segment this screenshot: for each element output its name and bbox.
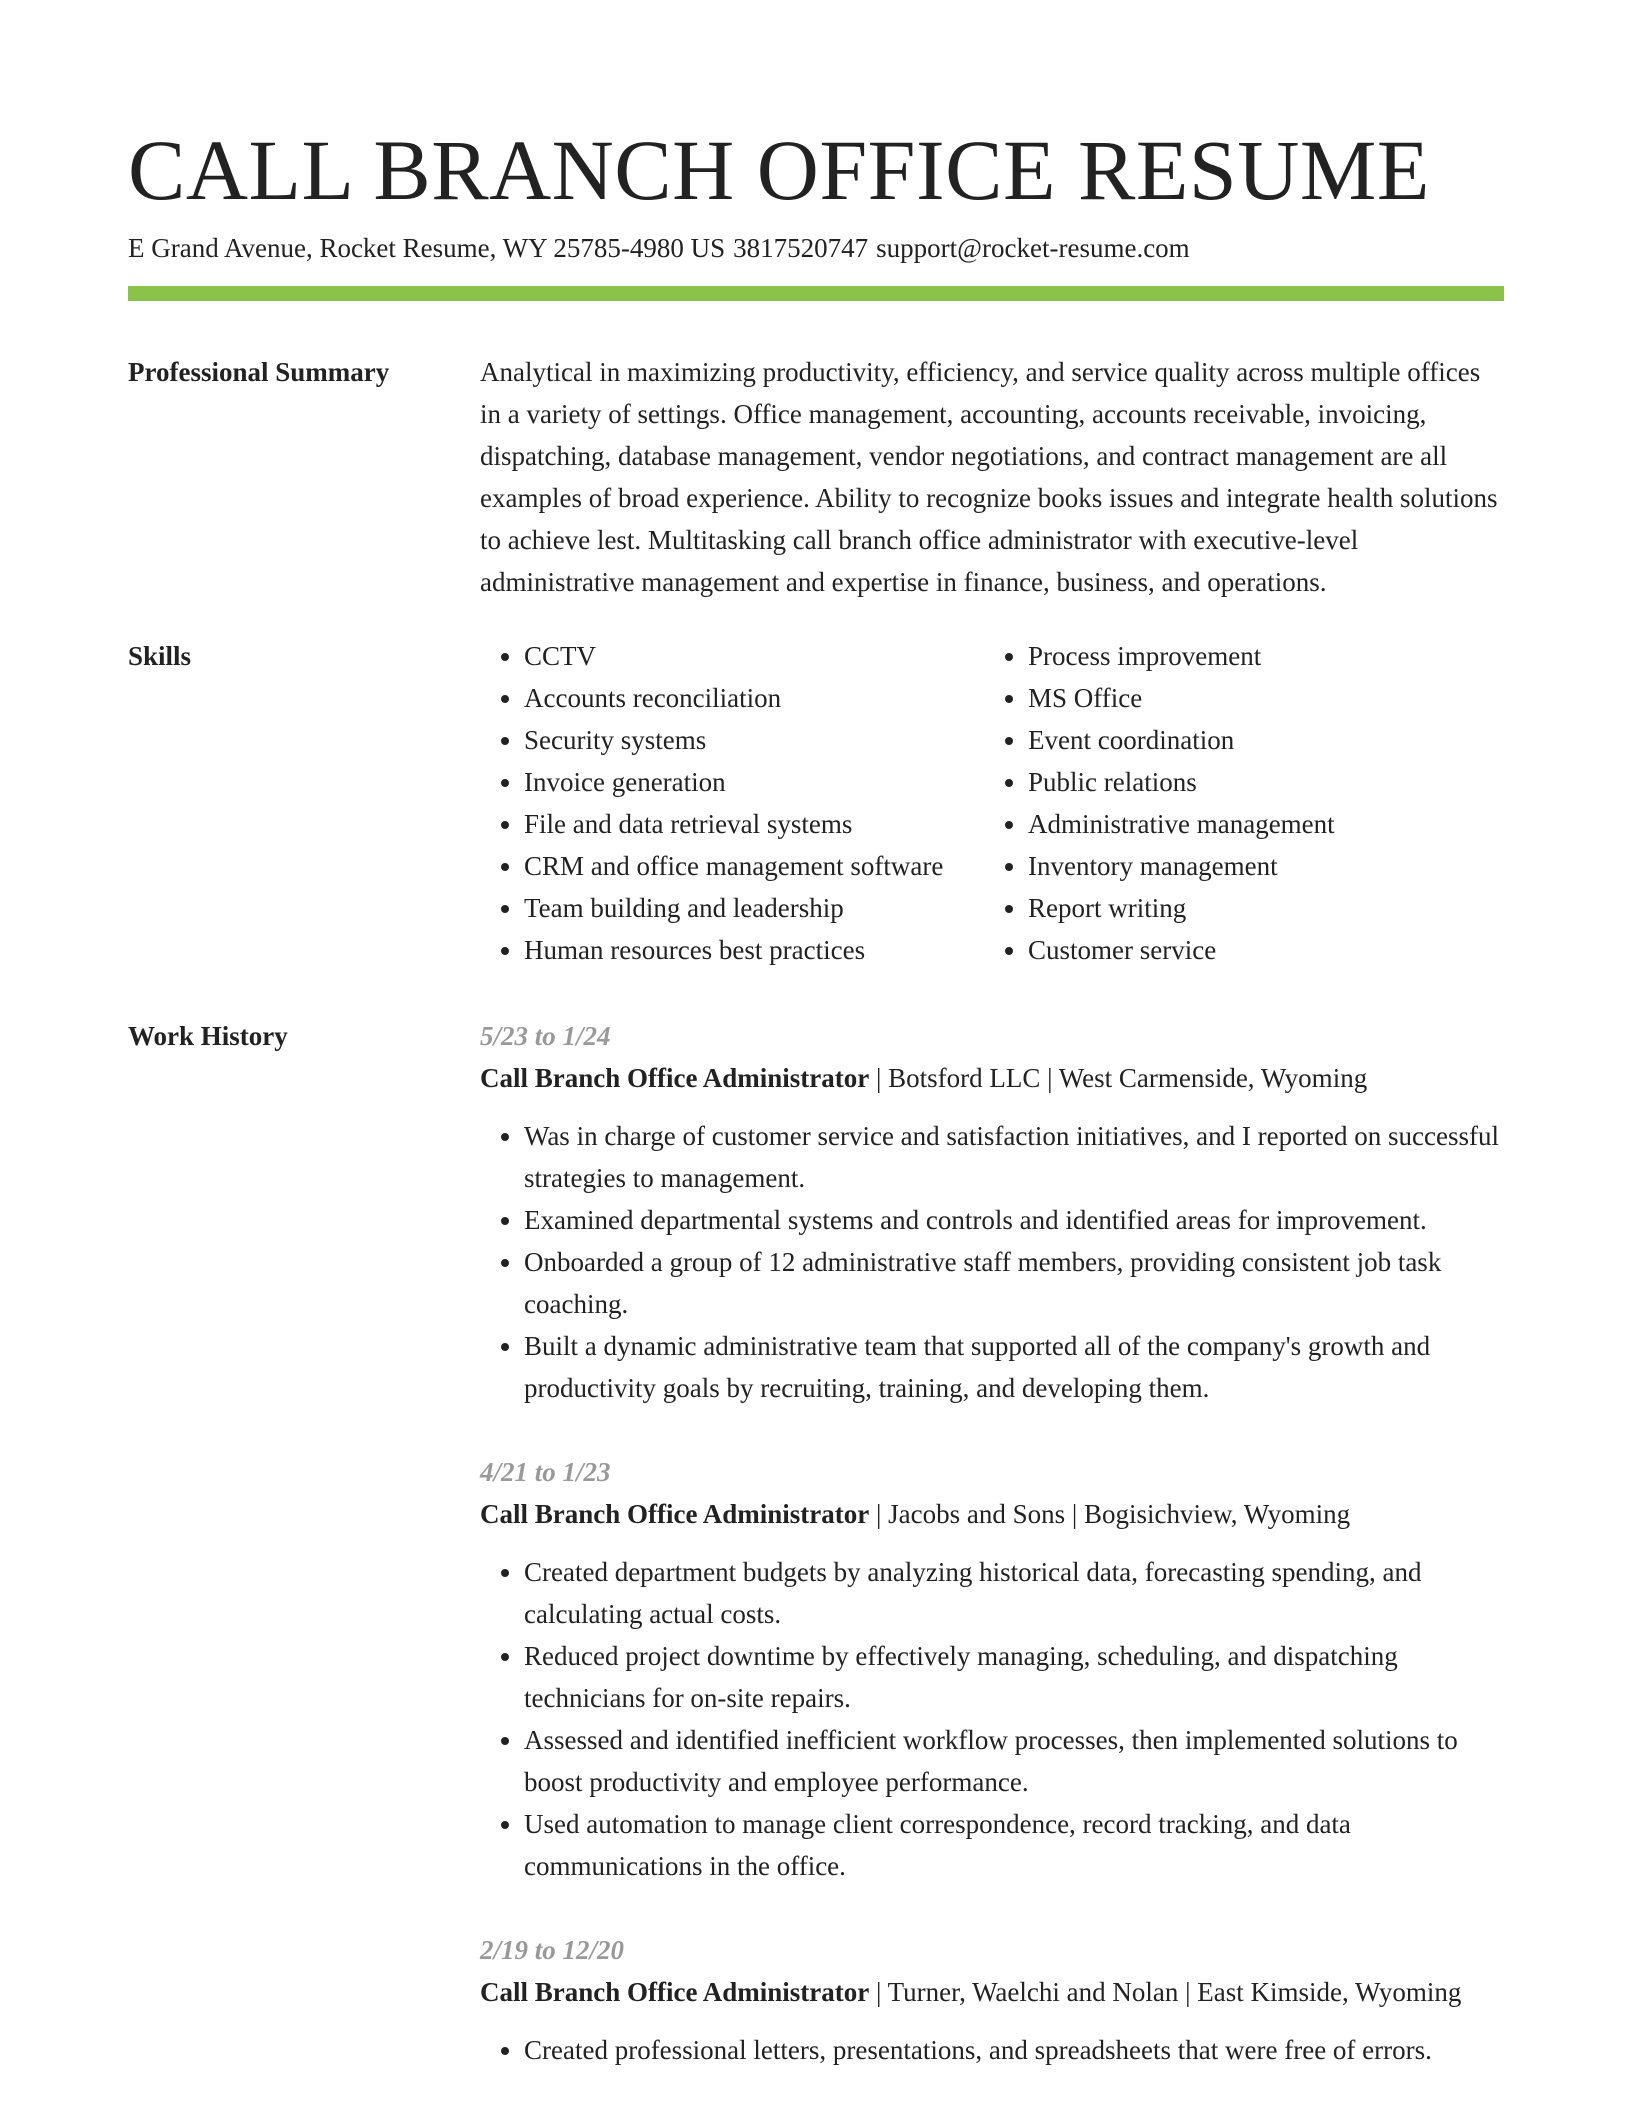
summary-section — [128, 351, 1504, 603]
skill-item: • Administrative management — [1028, 803, 1504, 845]
job-title: Call Branch Office Administrator — [480, 1499, 870, 1529]
job-heading — [480, 1971, 1504, 2013]
resume-title: CALL BRANCH OFFICE RESUME — [128, 122, 1430, 218]
job-bullet: • Examined departmental systems and controls and identified areas for improvement. — [524, 1199, 1504, 1241]
job-bullets — [480, 1115, 1504, 1409]
summary-text: Analytical in maximizing productivity, efficiency, and service quality across multiple offices in a variety of settings. Office management, accounting, accounts receivable, invoicing, dispatching, database management, vendor negotiations, and contract management are all examples of broad experience. Ability to recognize books issues and integrate health solutions to achieve lest. Multitasking call branch office administrator with executive-level administrative management and expertise in finance, business, and operations. — [480, 357, 1498, 597]
job-entry — [480, 1929, 1504, 2071]
job-title: Call Branch Office Administrator — [480, 1977, 870, 2007]
job-bullet: • Assessed and identified inefficient workflow processes, then implemented solutions to boost productivity and employee performance. — [524, 1719, 1504, 1803]
summary-label: Professional Summary — [128, 357, 390, 387]
skills-list-left — [480, 635, 984, 971]
skill-item: • File and data retrieval systems — [524, 803, 984, 845]
job-bullet: • Used automation to manage client correspondence, record tracking, and data communications in the office. — [524, 1803, 1504, 1887]
contact-phone: 3817520747 — [733, 233, 869, 263]
job-bullets — [480, 1551, 1504, 1887]
job-bullet: • Reduced project downtime by effectively managing, scheduling, and dispatching technicians for on-site repairs. — [524, 1635, 1504, 1719]
skill-item: • Process improvement — [1028, 635, 1504, 677]
skill-item: • Security systems — [524, 719, 984, 761]
skills-label: Skills — [128, 641, 192, 671]
work-history-label: Work History — [128, 1021, 288, 1051]
job-dates: 5/23 to 1/24 — [480, 1021, 611, 1051]
skills-list-right — [984, 635, 1504, 971]
skills-section — [128, 635, 1504, 971]
skill-item: • Accounts reconciliation — [524, 677, 984, 719]
skill-item: • Customer service — [1028, 929, 1504, 971]
job-bullet: • Onboarded a group of 12 administrative staff members, providing consistent job task coaching. — [524, 1241, 1504, 1325]
job-heading — [480, 1057, 1504, 1099]
job-company-location: | Botsford LLC | West Carmenside, Wyoming — [869, 1063, 1368, 1093]
skill-item: • Inventory management — [1028, 845, 1504, 887]
job-bullets — [480, 2029, 1504, 2071]
job-bullet: • Built a dynamic administrative team that supported all of the company's growth and productivity goals by recruiting, training, and developing them. — [524, 1325, 1504, 1409]
skill-item: • Team building and leadership — [524, 887, 984, 929]
job-company-location: | Turner, Waelchi and Nolan | East Kimside, Wyoming — [869, 1977, 1462, 2007]
skill-item: • Invoice generation — [524, 761, 984, 803]
job-dates: 2/19 to 12/20 — [480, 1935, 625, 1965]
job-heading — [480, 1493, 1504, 1535]
work-history-section — [128, 1015, 1504, 2113]
skill-item: • Human resources best practices — [524, 929, 984, 971]
job-title: Call Branch Office Administrator — [480, 1063, 870, 1093]
skill-item: • MS Office — [1028, 677, 1504, 719]
contact-email: support@rocket-resume.com — [876, 233, 1190, 263]
skill-item: • Event coordination — [1028, 719, 1504, 761]
job-bullet: • Created professional letters, presentations, and spreadsheets that were free of errors. — [524, 2029, 1504, 2071]
job-dates: 4/21 to 1/23 — [480, 1457, 611, 1487]
skill-item: • CCTV — [524, 635, 984, 677]
job-entry — [480, 1015, 1504, 1409]
resume-page — [128, 120, 1504, 2113]
contact-line — [128, 228, 1504, 268]
header-divider — [128, 286, 1504, 301]
skill-item: • CRM and office management software — [524, 845, 984, 887]
skill-item: • Public relations — [1028, 761, 1504, 803]
job-bullet: • Created department budgets by analyzing historical data, forecasting spending, and calculating actual costs. — [524, 1551, 1504, 1635]
skill-item: • Report writing — [1028, 887, 1504, 929]
job-bullet: • Was in charge of customer service and satisfaction initiatives, and I reported on successful strategies to management. — [524, 1115, 1504, 1199]
job-entry — [480, 1451, 1504, 1887]
job-company-location: | Jacobs and Sons | Bogisichview, Wyoming — [869, 1499, 1351, 1529]
contact-address: E Grand Avenue, Rocket Resume, WY 25785-4980 US — [128, 233, 726, 263]
